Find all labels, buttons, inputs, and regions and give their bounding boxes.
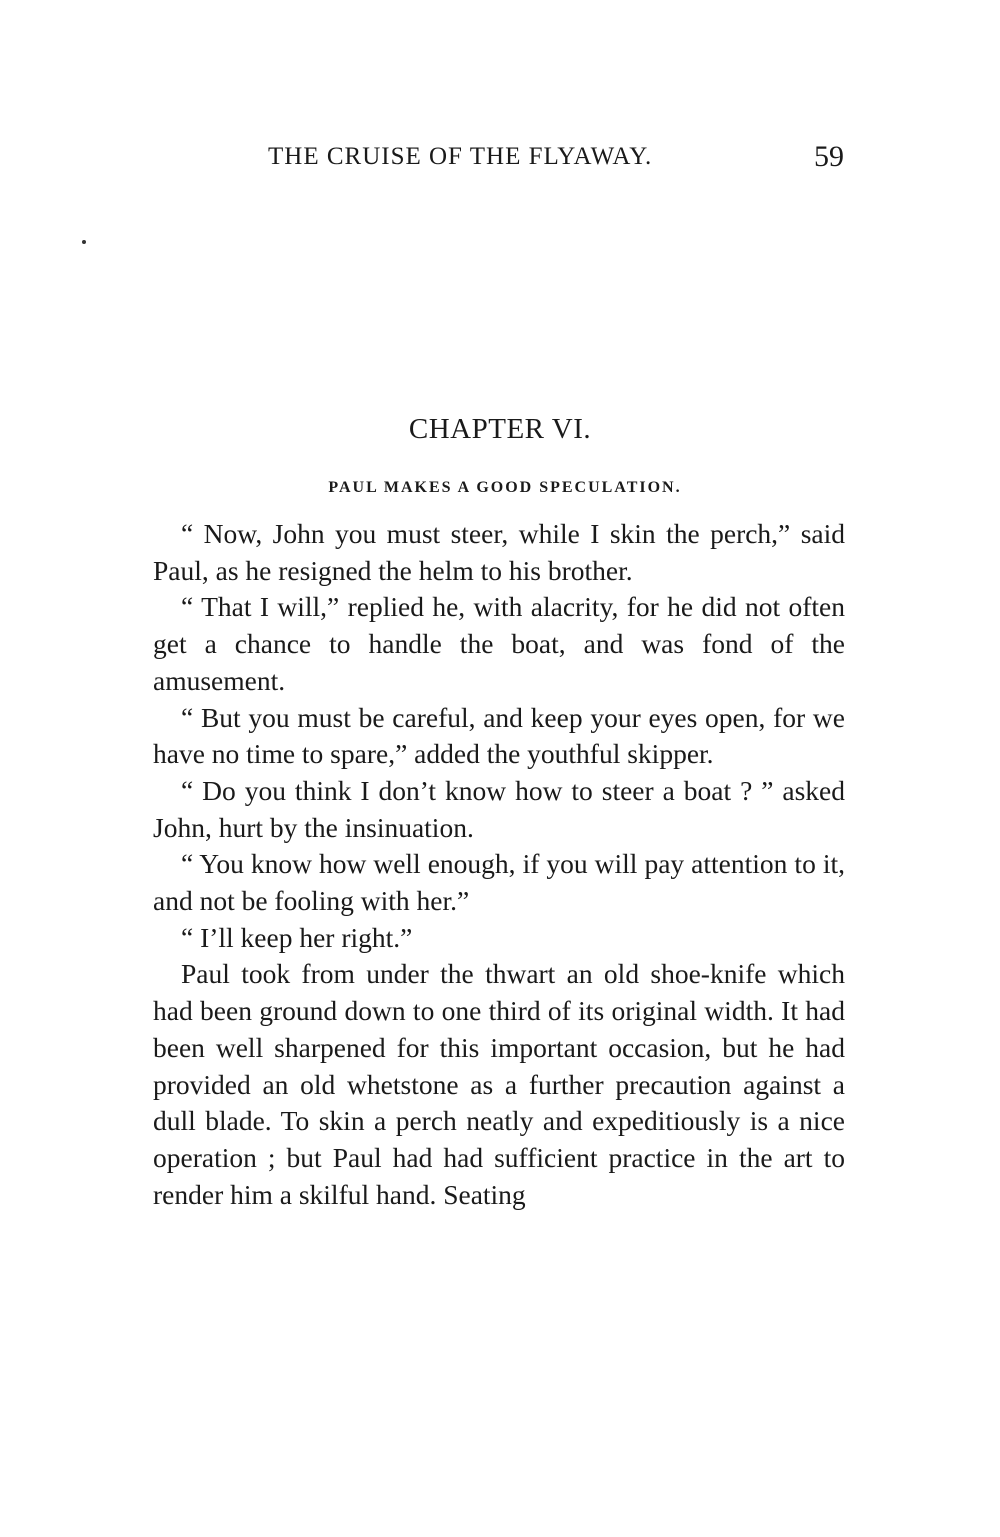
paragraph: “ But you must be careful, and keep your eyes open, for we have no time to spare,” added the youthful skipper. [153,701,845,770]
chapter-subtitle-text: PAUL MAKES A GOOD SPECULATION. [328,479,682,496]
chapter-title-text: CHAPTER VI. [408,413,592,445]
running-head [268,140,848,183]
stray-ink-mark [82,240,86,244]
running-title: THE CRUISE OF THE FLYAWAY. [268,143,653,170]
paragraph: Paul took from under the thwart an old shoe-knife which had been ground down to one third of its original width. It had been well sharpened for this important occasion, but he had provided an old whetstone as a further precaution against a dull blade. To skin a perch neatly and expeditiously is a nice operation ; but Paul had had sufficient practice in the art to render him a skilful hand. Seating [153,958,845,1210]
paragraph: “ That I will,” replied he, with alacrity, for he did not often get a chance to handle the boat, and was fond of the amusement. [153,591,845,696]
chapter-title [0,413,1000,446]
paragraph: “ Do you think I don’t know how to steer a boat ? ” asked John, hurt by the insinuation. [153,774,845,843]
chapter-subtitle [0,479,1000,497]
paragraph: “ You know how well enough, if you will pay attention to it, and not be fooling with her.” [153,848,845,917]
paragraph: “ I’ll keep her right.” [181,921,413,953]
page-number: 59 [814,140,844,173]
body-text [153,516,845,1213]
paragraph: “ Now, John you must steer, while I skin the perch,” said Paul, as he resigned the helm to his brother. [153,518,845,586]
